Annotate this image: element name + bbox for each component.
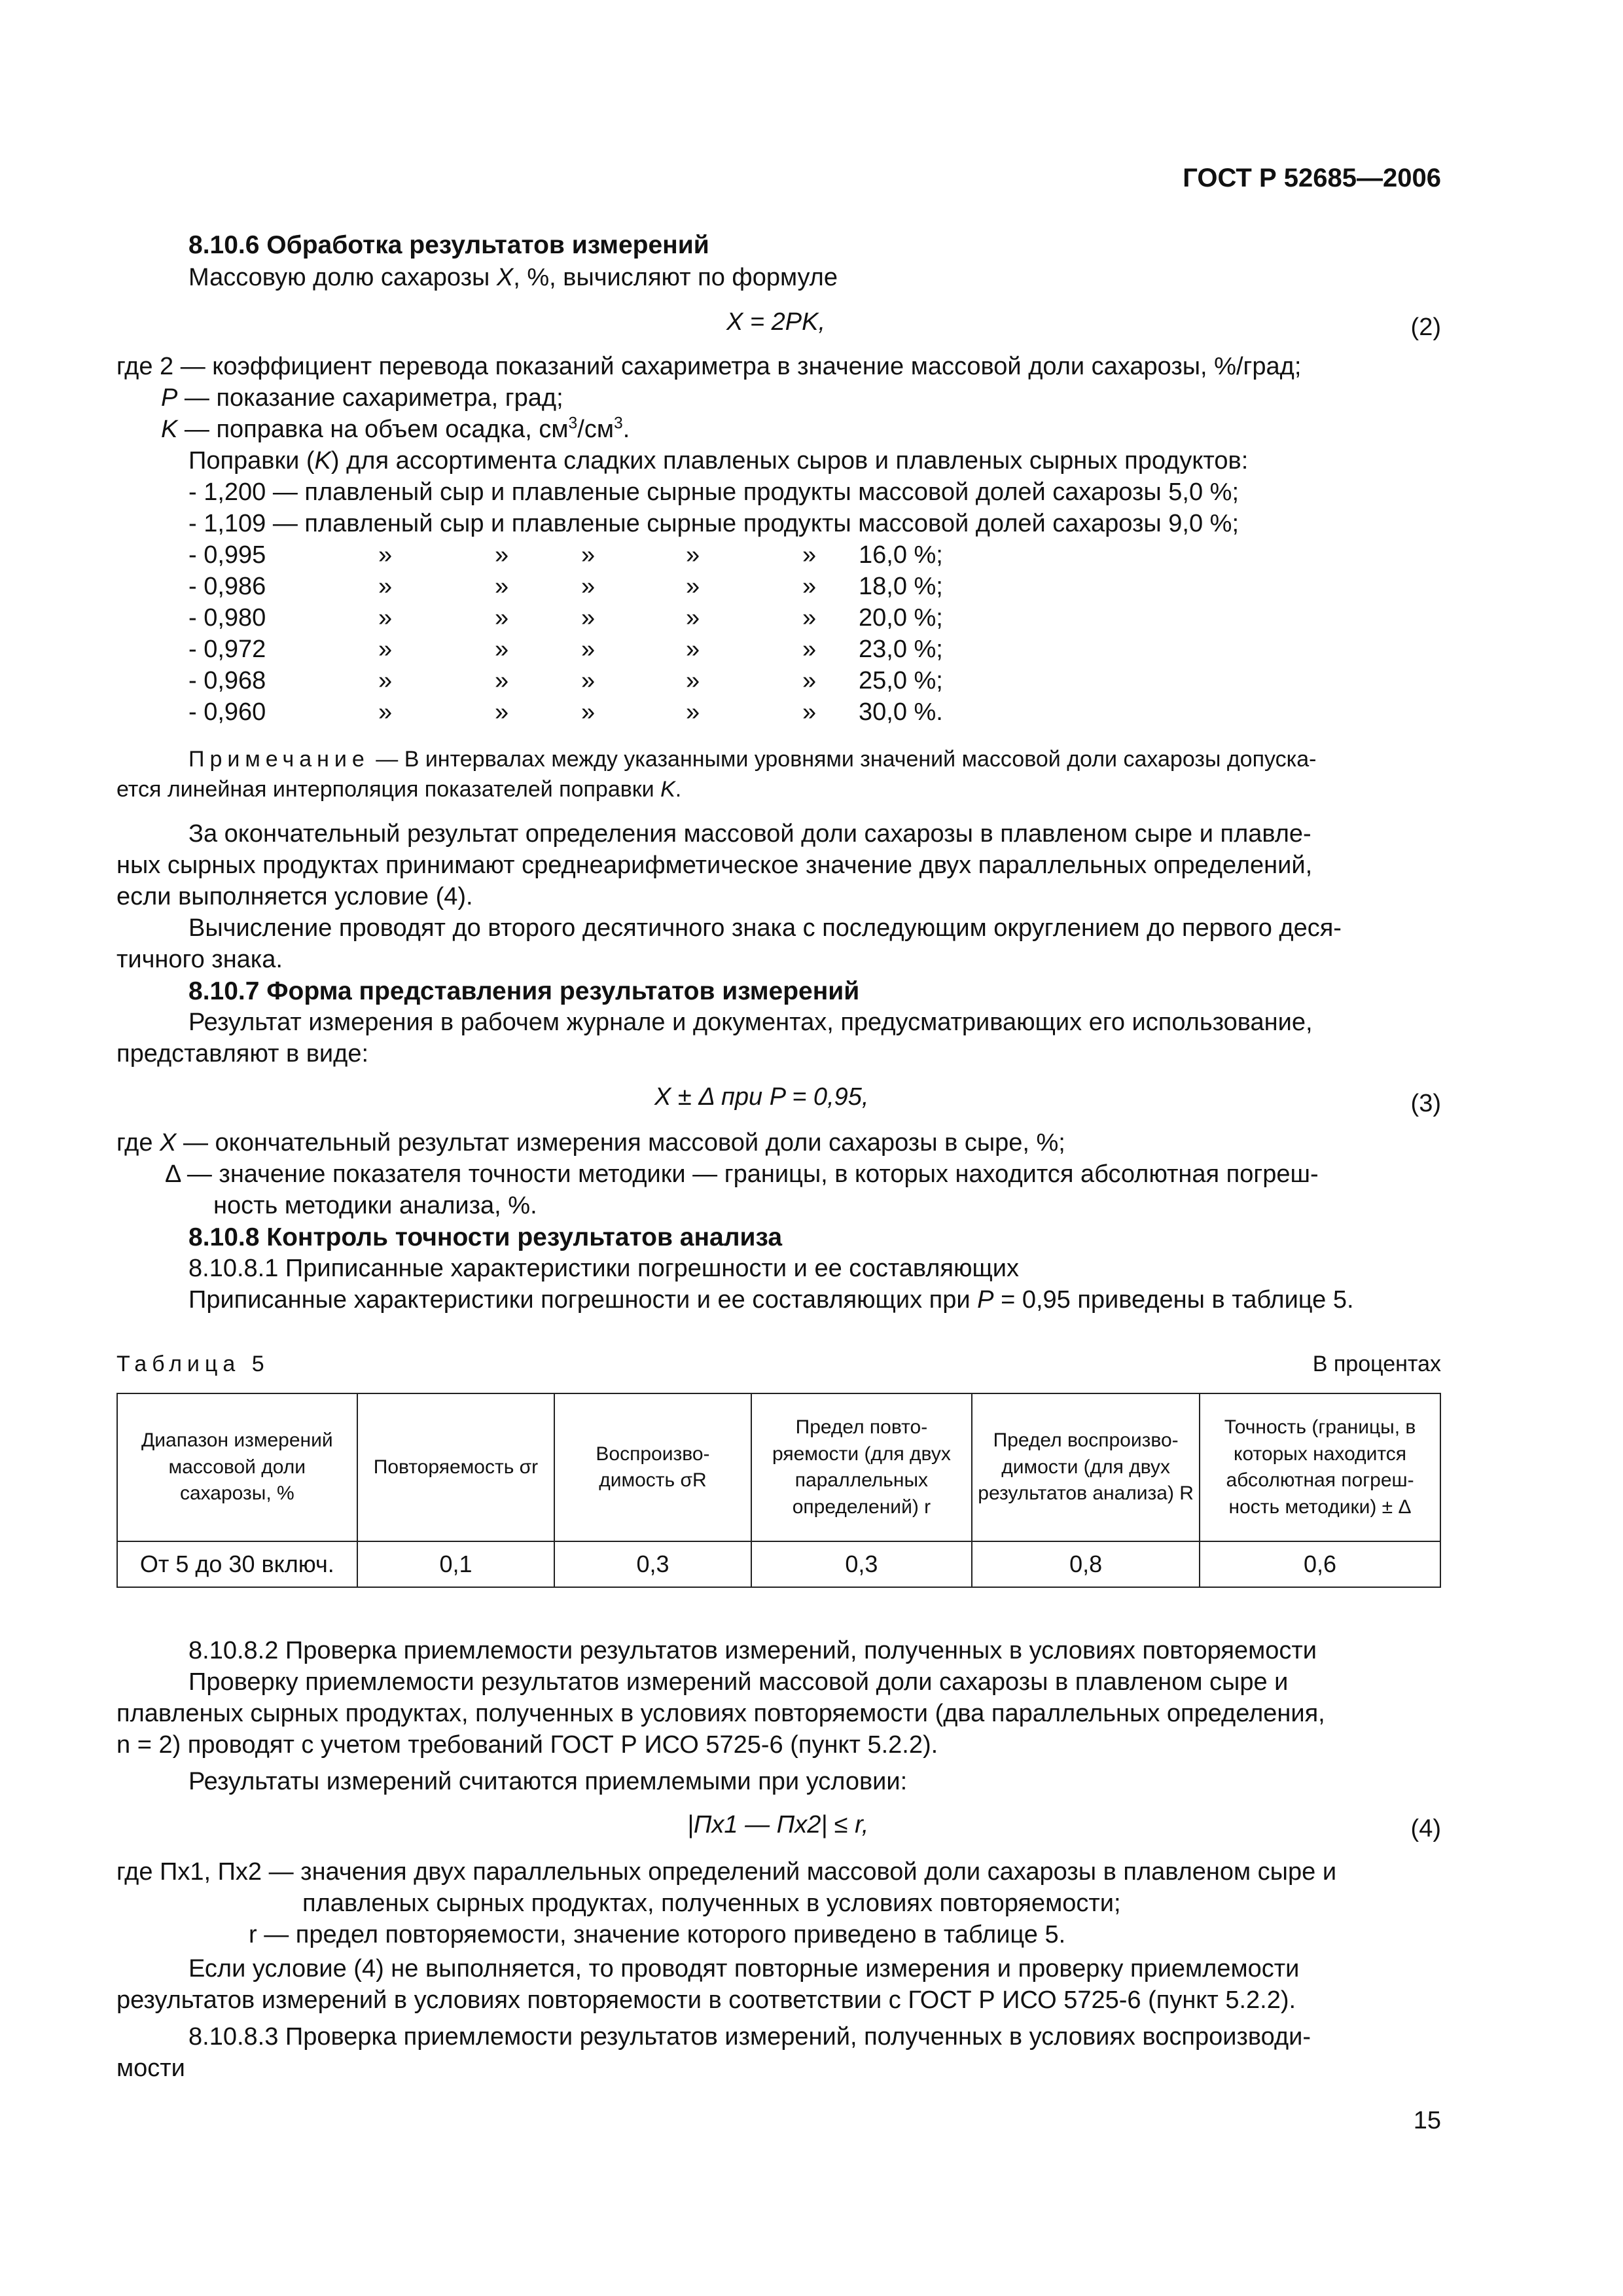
column-header: Диапазон измерений массовой доли сахарозы, % [117,1393,357,1541]
column-header: Повторяемость σr [357,1393,555,1541]
calc-line-2: тичного знака. [116,946,283,973]
where-x-definition: где X — окончательный результат измерения массовой доли сахарозы в сыре, %; [116,1129,1065,1157]
ditto-mark: » [581,698,596,726]
column-header: Точность (границы, в которых находится абсолютная погреш-ность методики) ± Δ [1200,1393,1440,1541]
formula-3-number: (3) [1410,1090,1441,1117]
repeatability-paragraph-3: n = 2) проводят с учетом требований ГОСТ Р ИСО 5725-6 (пункт 5.2.2). [116,1731,938,1759]
table-cell: 0,8 [972,1541,1200,1587]
correction-short-percent: 20,0 %; [859,604,943,632]
ditto-mark: » [802,604,817,632]
ditto-mark: » [495,573,509,600]
correction-short-value: - 0,980 [188,604,266,632]
where-delta-line-2: ность методики анализа, %. [213,1192,537,1219]
calc-line-1: Вычисление проводят до второго десятичного знака с последующим округлением до первого деся- [188,914,1342,942]
final-result-line-2: ных сырных продуктах принимают среднеарифметическое значение двух параллельных определений, [116,852,1313,879]
table-5 [116,1393,1441,1588]
formula-2-number: (2) [1410,314,1441,341]
final-result-line-3: если выполняется условие (4). [116,883,473,910]
ditto-mark: » [802,636,817,663]
repeatability-paragraph-2: плавленых сырных продуктах, полученных в условиях повторяемости (два параллельных определения, [116,1700,1325,1727]
formula-4-number: (4) [1410,1815,1441,1842]
table-cell: 0,3 [751,1541,972,1587]
ditto-mark: » [495,636,509,663]
ditto-mark: » [581,604,596,632]
acceptance-intro: Результаты измерений считаются приемлемыми при условии: [188,1768,908,1795]
ditto-mark: » [686,667,700,694]
ditto-mark: » [495,541,509,569]
formula-4: |Пx1 — Пx2| ≤ r, [687,1811,869,1839]
failure-paragraph-1: Если условие (4) не выполняется, то проводят повторные измерения и проверку приемлемости [188,1955,1300,1982]
ditto-mark: » [378,698,393,726]
ditto-mark: » [378,636,393,663]
ditto-mark: » [802,667,817,694]
ditto-mark: » [802,698,817,726]
table-row [117,1541,1440,1587]
ditto-mark: » [686,541,700,569]
ditto-mark: » [802,541,817,569]
formula-2: X = 2PK, [726,308,826,336]
where-p-line-2: плавленых сырных продуктах, полученных в условиях повторяемости; [302,1890,1121,1917]
ditto-mark: » [581,573,596,600]
table-cell: От 5 до 30 включ. [117,1541,357,1587]
where-k-definition: K — поправка на объем осадка, $см^3/см^3$. [161,414,630,443]
corrections-intro: Поправки (K) для ассортимента сладких плавленых сыров и плавленых сырных продуктов: [188,447,1249,475]
intro-paragraph: Массовую долю сахарозы X, %, вычисляют по формуле [188,264,838,291]
correction-short-percent: 18,0 %; [859,573,943,600]
where-p-definition: P — показание сахариметра, град; [161,384,563,412]
ditto-mark: » [581,667,596,694]
subsection-8-10-8-3-line-1: 8.10.8.3 Проверка приемлемости результатов измерений, полученных в условиях воспроизводи- [188,2023,1311,2051]
section-heading-8-10-6: 8.10.6 Обработка результатов измерений [188,231,709,259]
where-delta-line-1: Δ — значение показателя точности методики — границы, в которых находится абсолютная погреш- [165,1160,1319,1188]
failure-paragraph-2: результатов измерений в условиях повторяемости в соответствии с ГОСТ Р ИСО 5725-6 (пункт 5.2.2). [116,1986,1296,2014]
final-result-line-1: За окончательный результат определения массовой доли сахарозы в плавленом сыре и плавле- [188,820,1311,848]
where-2-definition: где 2 — коэффициент перевода показаний сахариметра в значение массовой доли сахарозы, %/град; [116,353,1302,380]
note-line-1: Примечание — В интервалах между указанными уровнями значений массовой доли сахарозы допуска- [188,747,1317,772]
correction-item: - 1,200 — плавленый сыр и плавленые сырные продукты массовой долей сахарозы 5,0 %; [188,478,1239,506]
ditto-mark: » [686,604,700,632]
correction-short-percent: 16,0 %; [859,541,943,569]
column-header: Предел повто-ряемости (для двух параллельных определений) r [751,1393,972,1541]
table-cell: 0,1 [357,1541,555,1587]
table-cell: 0,6 [1200,1541,1440,1587]
correction-short-percent: 25,0 %; [859,667,943,694]
correction-short-value: - 0,986 [188,573,266,600]
ditto-mark: » [581,541,596,569]
repeatability-paragraph-1: Проверку приемлемости результатов измерений массовой доли сахарозы в плавленом сыре и [188,1668,1289,1696]
standard-header: ГОСТ Р 52685—2006 [1183,164,1441,192]
form-paragraph-line-1: Результат измерения в рабочем журнале и документах, предусматривающих его использование, [188,1009,1313,1036]
ditto-mark: » [378,667,393,694]
correction-short-value: - 0,972 [188,636,266,663]
characteristics-paragraph: Приписанные характеристики погрешности и ее составляющих при P = 0,95 приведены в таблице 5. [188,1286,1354,1314]
correction-item: - 1,109 — плавленый сыр и плавленые сырные продукты массовой долей сахарозы 9,0 %; [188,510,1239,537]
note-line-2: ется линейная интерполяция показателей поправки K. [116,777,682,802]
ditto-mark: » [378,604,393,632]
subsection-8-10-8-1: 8.10.8.1 Приписанные характеристики погрешности и ее составляющих [188,1255,1019,1282]
table-caption: Таблица 5 [116,1352,270,1376]
subsection-8-10-8-3-line-2: мости [116,2054,185,2082]
subsection-8-10-8-2: 8.10.8.2 Проверка приемлемости результатов измерений, полученных в условиях повторяемости [188,1637,1317,1664]
ditto-mark: » [802,573,817,600]
page-number: 15 [1413,2107,1441,2134]
table-units: В процентах [1312,1352,1441,1376]
ditto-mark: » [581,636,596,663]
formula-3: X ± Δ при P = 0,95, [654,1083,869,1111]
ditto-mark: » [495,604,509,632]
column-header: Предел воспроизво-димости (для двух результатов анализа) R [972,1393,1200,1541]
where-p-line-1: где Пx1, Пx2 — значения двух параллельных определений массовой доли сахарозы в плавленом сыре и [116,1858,1337,1886]
table-cell: 0,3 [554,1541,751,1587]
ditto-mark: » [495,698,509,726]
section-heading-8-10-8: 8.10.8 Контроль точности результатов анализа [188,1223,783,1251]
ditto-mark: » [686,573,700,600]
form-paragraph-line-2: представляют в виде: [116,1040,369,1067]
correction-short-value: - 0,995 [188,541,266,569]
column-header: Воспроизво-димость σR [554,1393,751,1541]
correction-short-value: - 0,960 [188,698,266,726]
correction-short-percent: 30,0 %. [859,698,943,726]
ditto-mark: » [495,667,509,694]
where-r-definition: r — предел повторяемости, значение которого приведено в таблице 5. [249,1921,1066,1948]
correction-short-percent: 23,0 %; [859,636,943,663]
section-heading-8-10-7: 8.10.7 Форма представления результатов измерений [188,977,860,1005]
ditto-mark: » [686,698,700,726]
correction-short-value: - 0,968 [188,667,266,694]
ditto-mark: » [378,541,393,569]
ditto-mark: » [378,573,393,600]
ditto-mark: » [686,636,700,663]
